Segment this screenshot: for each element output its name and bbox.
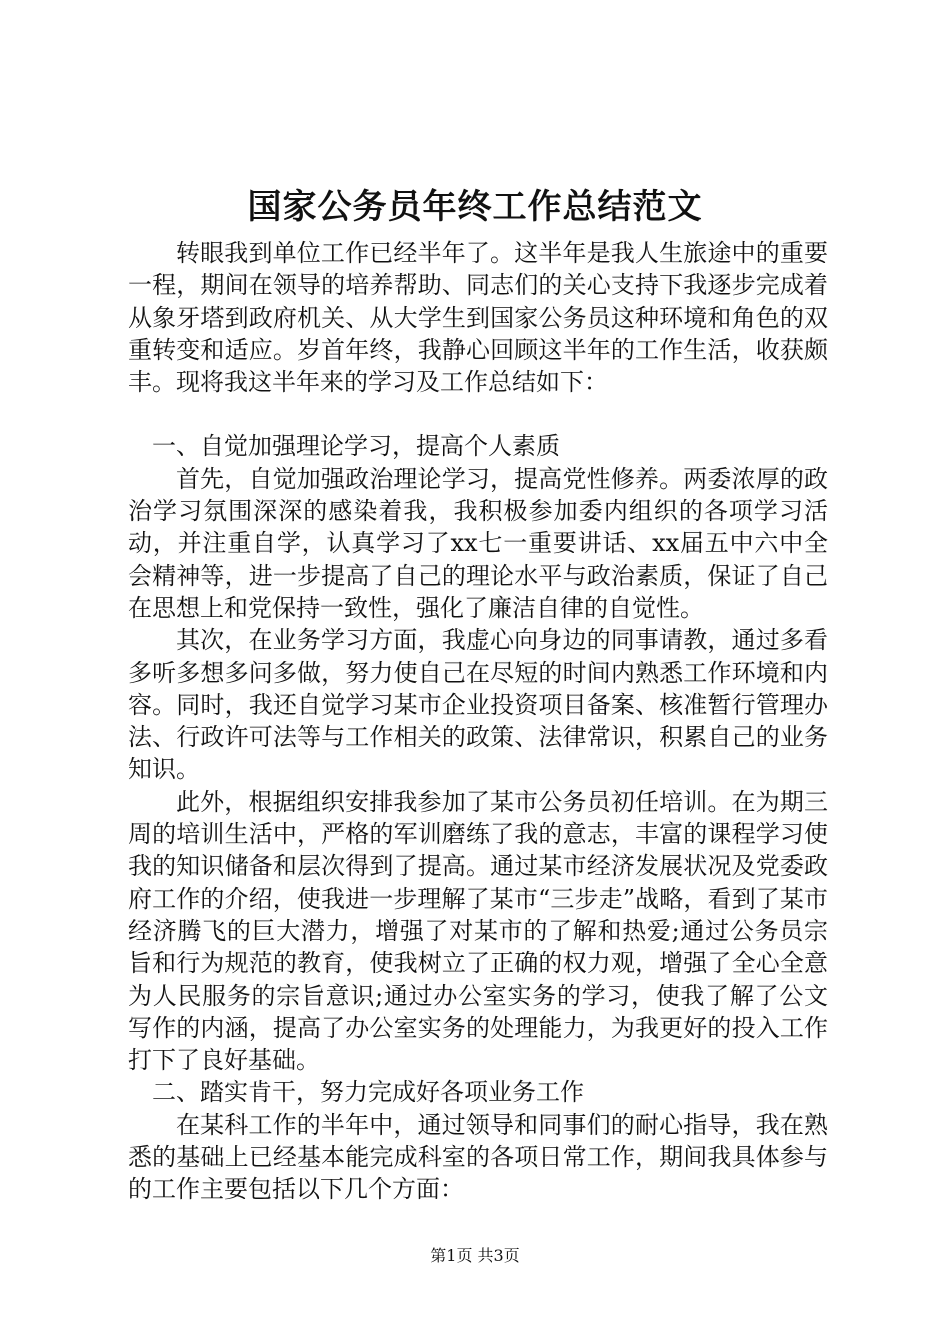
page-footer: 第1页 共3页 <box>430 1246 520 1265</box>
paragraph-business-study: 其次，在业务学习方面，我虚心向身边的同事请教，通过多看多听多想多问多做，努力使自己在尽短的时间内熟悉工作环境和内容。同时，我还自觉学习某市企业投资项目备案、核准暂行管理办法、行政许可法等与工作相关的政策、法律常识，积累自己的业务知识。 <box>128 626 828 784</box>
section-heading-2: 二、踏实肯干，努力完成好各项业务工作 <box>152 1078 584 1107</box>
document-title: 国家公务员年终工作总结范文 <box>247 187 703 227</box>
paragraph-training: 此外，根据组织安排我参加了某市公务员初任培训。在为期三周的培训生活中，严格的军训磨练了我的意志，丰富的课程学习使我的知识储备和层次得到了提高。通过某市经济发展状况及党委政府工作的介绍，使我进一步理解了某市“三步走”战略，看到了某市经济腾飞的巨大潜力，增强了对某市的了解和热爱;通过公务员宗旨和行为规范的教育，使我树立了正确的权力观，增强了全心全意为人民服务的宗旨意识;通过办公室实务的学习，使我了解了公文写作的内涵，提高了办公室实务的处理能力，为我更好的投入工作打下了良好基础。 <box>128 787 828 1075</box>
document-body <box>128 237 828 1206</box>
intro-paragraph: 转眼我到单位工作已经半年了。这半年是我人生旅途中的重要一程，期间在领导的培养帮助、同志们的关心支持下我逐步完成着从象牙塔到政府机关、从大学生到国家公务员这种环境和角色的双重转变和适应。岁首年终，我静心回顾这半年的工作生活，收获颇丰。现将我这半年来的学习及工作总结如下： <box>128 239 828 397</box>
paragraph-political-study: 首先，自觉加强政治理论学习，提高党性修养。两委浓厚的政治学习氛围深深的感染着我，我积极参加委内组织的各项学习活动，并注重自学，认真学习了xx七一重要讲话、xx届五中六中全会精神等，进一步提高了自己的理论水平与政治素质，保证了自己在思想上和党保持一致性，强化了廉洁自律的自觉性。 <box>128 464 828 622</box>
paragraph-work: 在某科工作的半年中，通过领导和同事们的耐心指导，我在熟悉的基础上已经基本能完成科室的各项日常工作，期间我具体参与的工作主要包括以下几个方面： <box>128 1110 828 1204</box>
section-heading-1: 一、自觉加强理论学习，提高个人素质 <box>152 432 560 461</box>
